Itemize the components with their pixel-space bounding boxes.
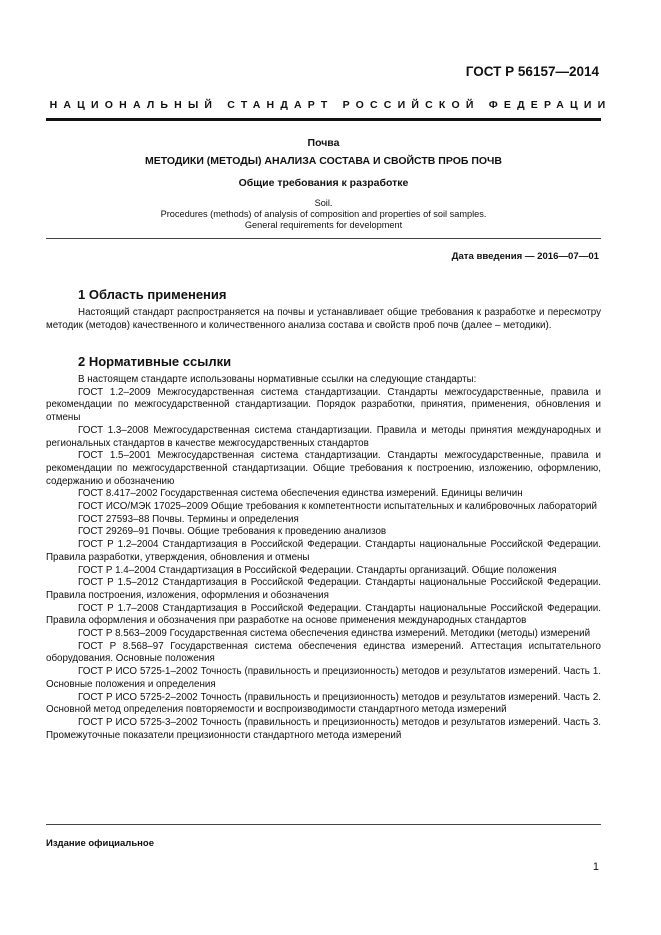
section-2-body: [46, 374, 601, 742]
document-number: ГОСТ Р 56157—2014: [465, 64, 599, 79]
paragraph: Настоящий стандарт распространяется на почвы и устанавливает общие требования к разработке и пересмотру методик (методов) качественного и количественного анализа состава и свойств проб почв (далее – методики).: [46, 307, 601, 331]
reference-item: ГОСТ Р ИСО 5725-1–2002 Точность (правильность и прецизионность) методов и результатов измерений. Часть 1. Основные положения и определения: [46, 666, 601, 690]
english-title-line: General requirements for development: [244, 220, 403, 230]
page-number: 1: [592, 861, 599, 873]
national-standard-banner: НАЦИОНАЛЬНЫЙ СТАНДАРТ РОССИЙСКОЙ ФЕДЕРАЦИИ: [49, 99, 612, 111]
title-divider: [46, 238, 601, 239]
english-title-line: Procedures (methods) of analysis of composition and properties of soil samples.: [160, 209, 487, 219]
section-1-body: [46, 307, 601, 332]
section-2-heading: 2 Нормативные ссылки: [78, 354, 232, 369]
standard-subtitle: Общие требования к разработке: [238, 177, 409, 189]
introduction-date: Дата введения — 2016—07—01: [451, 251, 599, 262]
reference-item: ГОСТ 27593–88 Почвы. Термины и определения: [78, 513, 299, 525]
standard-title: МЕТОДИКИ (МЕТОДЫ) АНАЛИЗА СОСТАВА И СВОЙСТВ ПРОБ ПОЧВ: [144, 155, 503, 167]
reference-item: ГОСТ 8.417–2002 Государственная система обеспечения единства измерений. Единицы величин: [78, 488, 523, 500]
reference-item: ГОСТ Р 1.7–2008 Стандартизация в Российской Федерации. Стандарты национальные Российской Федерации. Правила оформления и обозначения при разработке на основе применения международных стандартов: [46, 602, 601, 627]
standard-topic: Почва: [307, 137, 340, 149]
reference-item: ГОСТ 1.2–2009 Межгосударственная система стандартизации. Стандарты межгосударственные, правила и рекомендации по межгосударственной стандартизации. Порядок разработки, принятия, применения, обновления и отмены: [46, 386, 601, 424]
reference-item: ГОСТ 1.3–2008 Межгосударственная система стандартизации. Правила и методы принятия международных и региональных стандартов в качестве межгосударственных стандартов: [46, 424, 601, 449]
reference-item: ГОСТ Р 8.568–97 Государственная система обеспечения единства измерений. Аттестация испытательного оборудования. Основные положения: [46, 640, 601, 665]
reference-item: ГОСТ Р ИСО 5725-3–2002 Точность (правильность и прецизионность) методов и результатов измерений. Часть 3. Промежуточные показатели прецизионности стандартного метода измерений: [46, 716, 601, 741]
reference-item: ГОСТ Р 8.563–2009 Государственная система обеспечения единства измерений. Методики (методы) измерений: [78, 628, 591, 640]
english-title-line: Soil.: [314, 198, 333, 208]
section-heading: [78, 354, 231, 369]
reference-item: ГОСТ Р 1.4–2004 Стандартизация в Российской Федерации. Стандарты организаций. Общие положения: [78, 564, 557, 576]
official-edition-label: Издание официальное: [46, 838, 154, 849]
reference-item: ГОСТ Р 1.2–2004 Стандартизация в Российской Федерации. Стандарты национальные Российской Федерации. Правила разработки, утверждения, обновления и отмены: [46, 539, 601, 563]
reference-item: ГОСТ 29269–91 Почвы. Общие требования к проведению анализов: [78, 526, 387, 538]
reference-item: ГОСТ ИСО/МЭК 17025–2009 Общие требования к компетентности испытательных и калибровочных лабораторий: [78, 501, 598, 513]
header-divider: [46, 118, 601, 121]
reference-item: ГОСТ Р 1.5–2012 Стандартизация в Российской Федерации. Стандарты национальные Российской Федерации. Правила построения, изложения, оформления и обозначения: [46, 577, 601, 601]
paragraph: В настоящем стандарте использованы нормативные ссылки на следующие стандарты:: [78, 374, 477, 385]
section-heading: [78, 287, 227, 302]
section-1-heading: 1 Область применения: [78, 287, 227, 302]
reference-item: ГОСТ 1.5–2001 Межгосударственная система стандартизации. Стандарты межгосударственные, правила и рекомендации по межгосударственной стандартизации. Общие требования к построению, изложению, оформлению, содержанию и обозначению: [46, 450, 601, 487]
reference-item: ГОСТ Р ИСО 5725-2–2002 Точность (правильность и прецизионность) методов и результатов измерений. Часть 2. Основной метод определения повторяемости и воспроизводимости стандартного метода измерений: [46, 691, 601, 716]
footer-divider: [46, 824, 601, 825]
